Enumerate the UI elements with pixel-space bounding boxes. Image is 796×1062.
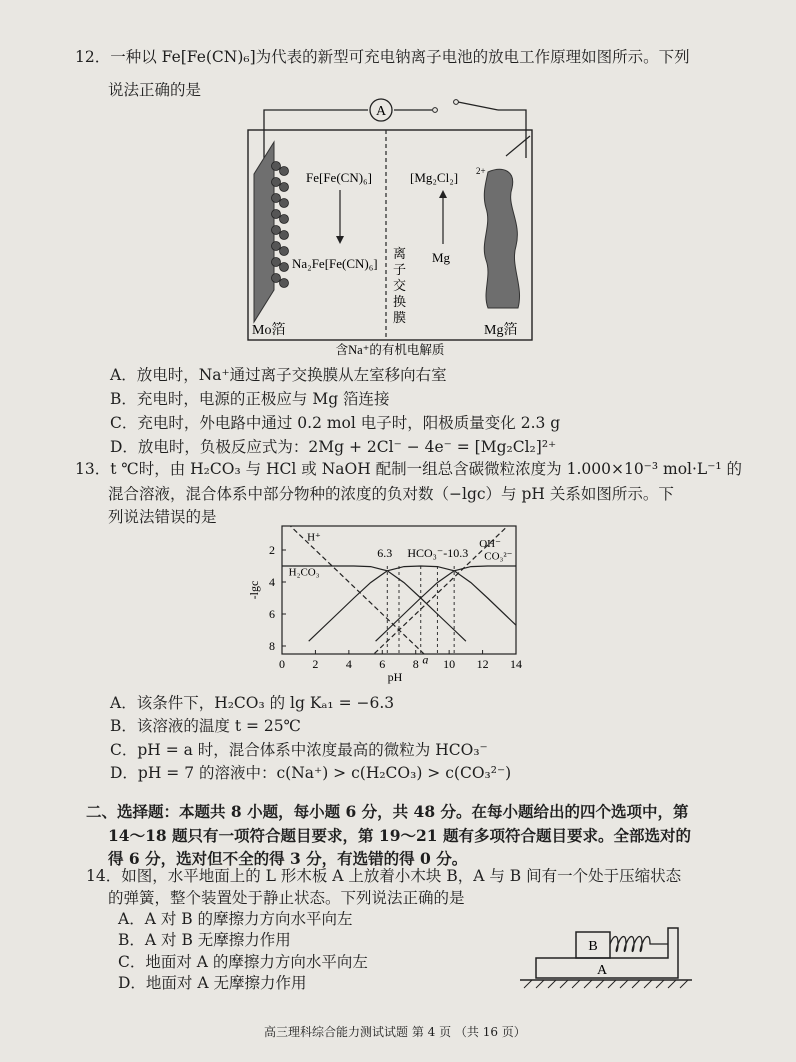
right-electrode-label: Mg箔 xyxy=(484,323,518,338)
q14-stem-line1 xyxy=(86,866,681,886)
q13-stem-line2: 混合溶液，混合体系中部分物种的浓度的负对数（−lgc）与 pH 关系如图所示。下 xyxy=(108,485,674,503)
q13-stem1: t ℃时，由 H₂CO₃ 与 HCl 或 NaOH 配制一组总含碳微粒浓度为 1.000×10⁻³ mol·L⁻¹ 的 xyxy=(110,460,743,478)
q14-option-b: B．A 对 B 无摩擦力作用 xyxy=(118,931,291,949)
q14-stem-line2: 的弹簧，整个装置处于静止状态。下列说法正确的是 xyxy=(108,889,465,907)
q13-number: 13． xyxy=(75,460,111,478)
right-arrow-up xyxy=(439,190,447,244)
right-top-species: [Mg₂Cl₂] xyxy=(410,170,459,185)
y-tick-label-1: 4 xyxy=(269,575,275,589)
ammeter-label: A xyxy=(375,104,387,119)
q13-stem-line1 xyxy=(75,459,742,479)
q12-option-a: A．放电时，Na⁺通过离子交换膜从左室移向右室 xyxy=(110,366,447,384)
q12-stem-line2: 说法正确的是 xyxy=(108,81,202,99)
x-tick-label-2: 4 xyxy=(345,657,352,671)
q14-stem1: 如图，水平地面上的 L 形木板 A 上放着小木块 B，A 与 B 间有一个处于压缩状态 xyxy=(121,867,682,885)
y-tick-label-0: 2 xyxy=(269,543,275,557)
q14-option-d: D．地面对 A 无摩擦力作用 xyxy=(118,974,307,992)
q12-stem-line1 xyxy=(75,47,690,67)
x-tick-label-0: 0 xyxy=(279,657,285,671)
q12-option-c: C．充电时，外电路中通过 0.2 mol 电子时，阳极质量变化 2.3 g xyxy=(110,414,561,432)
membrane-char-1: 离 xyxy=(393,246,407,261)
q12-stem1: 一种以 Fe[Fe(CN)₆]为代表的新型可充电钠离子电池的放电工作原理如图所示。下列 xyxy=(110,48,690,66)
q13-option-b: B．该溶液的温度 t = 25℃ xyxy=(110,717,301,735)
series-line-3 xyxy=(309,566,516,641)
left-electrode-label: Mo箔 xyxy=(252,323,286,338)
q14-option-a: A．A 对 B 的摩擦力方向水平向左 xyxy=(118,910,353,928)
ground-hatch xyxy=(524,980,688,988)
membrane-char-4: 换 xyxy=(393,294,407,309)
switch-icon xyxy=(433,100,459,113)
page-footer: 高三理科综合能力测试试题 第 4 页 （共 16 页） xyxy=(264,1025,526,1039)
membrane-char-5: 膜 xyxy=(393,310,407,325)
mo-electrode xyxy=(254,142,289,322)
block-b-label: B xyxy=(588,939,598,954)
mg-electrode xyxy=(484,136,530,308)
q12-number: 12． xyxy=(75,48,111,66)
annotation-a: a xyxy=(422,652,429,667)
x-tick-label-5: 10 xyxy=(443,657,456,671)
series-label-0: H⁺ xyxy=(307,531,321,544)
x-tick-label-3: 6 xyxy=(379,657,386,671)
electrolyte-caption: 含Na⁺的有机电解质 xyxy=(335,343,445,357)
ammeter-icon xyxy=(370,99,392,121)
section2-line2: 14～18 题只有一项符合题目要求，第 19～21 题有多项符合题目要求。全部选对的 xyxy=(108,826,691,845)
spring-icon xyxy=(610,937,668,952)
spring-block-diagram xyxy=(518,918,694,994)
x-axis-label: pH xyxy=(387,670,403,684)
x-tick-label-7: 14 xyxy=(510,657,522,671)
left-bottom-species: Na₂Fe[Fe(CN)₆] xyxy=(292,256,378,271)
left-arrow-down xyxy=(336,190,344,244)
x-tick-label-6: 12 xyxy=(476,657,489,671)
q13-option-d: D．pH = 7 的溶液中：c(Na⁺) > c(H₂CO₃) > c(CO₃²⁻) xyxy=(110,764,512,782)
q14-option-c: C．地面对 A 的摩擦力方向水平向左 xyxy=(118,953,368,971)
series-label-1: OH⁻ xyxy=(479,537,501,550)
x-tick-label-4: 8 xyxy=(412,657,419,671)
section2-line1: 二、选择题：本题共 8 小题，每小题 6 分，共 48 分。在每小题给出的四个选项中，第 xyxy=(86,802,689,821)
series-label-4: CO₃²⁻ xyxy=(484,550,513,563)
q14-number: 14． xyxy=(86,867,122,885)
membrane-char-2: 子 xyxy=(393,262,407,277)
y-tick-label-2: 6 xyxy=(269,607,275,621)
annotation-6-3: 6.3 xyxy=(377,546,393,561)
q13-option-a: A．该条件下，H₂CO₃ 的 lg Kₐ₁ = −6.3 xyxy=(110,694,395,712)
annotation-hco3: HCO₃⁻-10.3 xyxy=(407,546,469,561)
ph-chart xyxy=(246,520,536,692)
y-tick-label-3: 8 xyxy=(269,639,275,653)
section2-line3: 得 6 分，选对但不全的得 3 分，有选错的得 0 分。 xyxy=(108,849,468,868)
q12-option-b: B．充电时，电源的正极应与 Mg 箔连接 xyxy=(110,390,390,408)
q13-option-c: C．pH = a 时，混合体系中浓度最高的微粒为 HCO₃⁻ xyxy=(110,741,488,759)
q13-stem-line3: 列说法错误的是 xyxy=(108,508,217,526)
y-axis-label: -lgc xyxy=(247,580,261,600)
right-top-charge: 2+ xyxy=(476,166,486,176)
right-bottom-species: Mg xyxy=(432,250,451,265)
board-a-label: A xyxy=(596,963,608,978)
q12-option-d: D．放电时，负极反应式为：2Mg + 2Cl⁻ − 4e⁻ = [Mg₂Cl₂]²⁺ xyxy=(110,438,557,456)
membrane-char-3: 交 xyxy=(393,278,407,293)
battery-diagram xyxy=(240,96,540,358)
x-tick-label-1: 2 xyxy=(312,657,319,671)
series-label-2: H₂CO₃ xyxy=(288,566,320,579)
left-top-species: Fe[Fe(CN)₆] xyxy=(306,170,372,185)
